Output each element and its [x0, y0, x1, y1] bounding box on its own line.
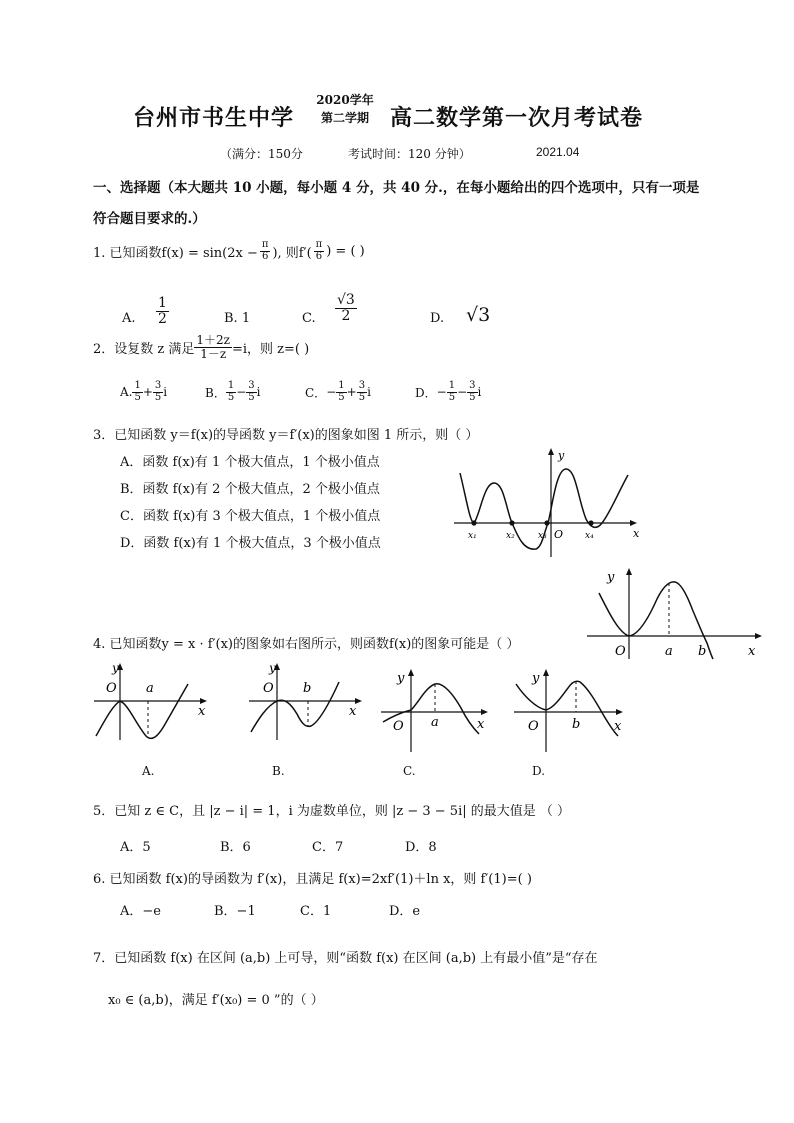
q1-six-2: 6: [315, 250, 323, 262]
q3-x-arrow-icon: [630, 520, 637, 526]
q4-ref-x-label: x: [748, 644, 756, 659]
q6-option-c: C．1: [300, 904, 332, 919]
q3-x3-label: x₃: [538, 531, 547, 541]
q2-stem: [93, 334, 309, 360]
q1-c-den: 2: [341, 307, 351, 324]
q4-ref-origin-label: O: [615, 644, 626, 659]
q2-a-op: +: [142, 385, 153, 399]
q5-option-b: B．6: [220, 840, 251, 855]
q6-option-a: A．−e: [120, 904, 161, 919]
q1-option-d-label: D.: [430, 311, 445, 326]
q3-option-b: B．函数 f(x)有 2 个极大值点，2 个极小值点: [120, 482, 380, 497]
q1-stem: [93, 240, 365, 262]
q2-a-label: A.: [120, 385, 133, 399]
q4-ref-x-arrow-icon: [755, 633, 762, 639]
q4d-x-label: x: [614, 719, 622, 734]
q3-point-x3: [544, 520, 549, 525]
q4c-y-arrow-icon: [408, 669, 414, 676]
q2-c-label: C．: [305, 385, 327, 400]
q4-ref-y-arrow-icon: [626, 568, 632, 575]
q2-option-d: [415, 381, 481, 403]
q4-option-a-graph: [90, 660, 215, 745]
q4c-x-label: x: [477, 717, 485, 732]
q2-b-d1: 5: [227, 391, 235, 403]
q1-option-b: B. 1: [224, 311, 251, 326]
q3-point-x2: [509, 520, 514, 525]
q2-a-i: i: [163, 385, 168, 399]
q4c-origin-label: O: [393, 719, 404, 734]
q4c-mark-label: a: [431, 715, 439, 730]
q4a-origin-label: O: [106, 681, 117, 696]
q2-d-d1: 5: [448, 391, 456, 403]
q1-pi-frac-1: [260, 240, 271, 262]
q3-point-x4: [588, 520, 593, 525]
q5-option-a: A．5: [120, 840, 151, 855]
q4d-x-arrow-icon: [616, 709, 623, 715]
meta-date: 2021.04: [536, 145, 580, 159]
q7-stem-line1: 7．已知函数 f(x) 在区间 (a,b) 上可导，则“函数 f(x) 在区间 (a,b) 上有最小值”是“存在: [93, 951, 598, 966]
q1-option-a-label: A.: [122, 311, 136, 326]
q4c-y-label: y: [397, 671, 405, 686]
q1-c-num: √3: [337, 292, 355, 308]
q2-stem-b: =i，则 z=( ): [231, 341, 310, 357]
q4b-x-label: x: [349, 704, 357, 719]
q1-option-d-value: √3: [466, 304, 491, 326]
q4a-y-label: y: [112, 661, 119, 675]
q2-option-c: [305, 381, 371, 403]
q5-option-c: C．7: [312, 840, 344, 855]
q1-pi-frac-2: [314, 240, 325, 262]
q1-option-c-value: [335, 293, 357, 323]
q3-point-x1: [471, 520, 476, 525]
exam-title: 高二数学第一次月考试卷: [390, 105, 644, 131]
q4-reference-graph: [585, 563, 770, 661]
q4d-y-arrow-icon: [543, 669, 549, 676]
q4-option-b-label: B.: [272, 764, 285, 778]
q3-y-arrow-icon: [548, 448, 554, 455]
q2-frac-num: 1＋2z: [196, 333, 230, 347]
q6-option-d: D．e: [389, 904, 421, 919]
q2-option-b: [205, 381, 260, 403]
q4b-mark-label: b: [303, 681, 312, 696]
q2-b-d2: 5: [248, 391, 255, 403]
q3-x-label: x: [633, 527, 640, 540]
q2-option-a: [120, 381, 167, 403]
q2-b-n2: 3: [248, 380, 255, 391]
q2-d-n1: 1: [448, 380, 456, 391]
q2-b-op: −: [236, 385, 247, 399]
q2-b-i: i: [256, 385, 261, 399]
q4-ref-y-label: y: [607, 570, 615, 585]
q2-d-neg: −: [436, 385, 447, 399]
q2-d-i: i: [477, 385, 482, 399]
q6-stem: 6. 已知函数 f(x)的导函数为 f′(x)，且满足 f(x)=2xf′(1)＋ln x，则 f′(1)=( ): [93, 872, 532, 887]
q2-stem-a: 2．设复数 z 满足: [93, 341, 195, 357]
q1-option-a-value: [156, 296, 169, 326]
q2-d-n2: 3: [469, 380, 476, 391]
q4d-origin-label: O: [528, 719, 539, 734]
q6-option-b: B．−1: [214, 904, 256, 919]
q3-stem: 3．已知函数 y＝f(x)的导函数 y＝f′(x)的图象如图 1 所示，则（ ）: [93, 428, 479, 443]
q2-c-neg: −: [326, 385, 337, 399]
q4a-x-label: x: [198, 704, 206, 719]
q4b-y-label: y: [269, 661, 276, 675]
q4-option-d-label: D.: [532, 764, 546, 778]
q1-pi-2: π: [315, 239, 323, 250]
q3-x4-label: x₄: [585, 531, 594, 541]
q2-a-n2: 3: [154, 380, 162, 391]
q3-option-a: A．函数 f(x)有 1 个极大值点，1 个极小值点: [120, 455, 380, 470]
section-heading-cont: 符合题目要求的.）: [93, 211, 206, 227]
q3-y-label: y: [558, 449, 565, 462]
q1-six: 6: [261, 250, 269, 262]
q2-b-label: B．: [205, 385, 226, 400]
q7-stem-line2: x₀ ∈ (a,b)，满足 f′(x₀) = 0 ”的（ ）: [108, 993, 324, 1008]
school-name: 台州市书生中学: [133, 105, 295, 131]
q2-c-i: i: [367, 385, 371, 399]
q5-stem: 5．已知 z ∈ C，且 |z − i| = 1，i 为虚数单位，则 |z − 3 − 5i| 的最大值是 （ ）: [93, 804, 571, 819]
q2-frac-den: 1－z: [200, 346, 227, 361]
q3-x1-label: x₁: [468, 531, 477, 541]
meta-full-score: （满分：150分: [220, 147, 303, 161]
q1-stem-a: 1. 已知函数f(x) = sin(2x −: [93, 245, 258, 261]
q2-c-d1: 5: [338, 391, 345, 403]
q2-d-label: D．: [415, 385, 437, 400]
q5-option-d: D．8: [405, 840, 437, 855]
q4c-x-arrow-icon: [481, 709, 488, 715]
q1-stem-c: ) = ( ): [326, 243, 365, 259]
q2-b-n1: 1: [227, 380, 235, 391]
q2-a-d2: 5: [154, 391, 162, 403]
q1-option-c-label: C.: [302, 311, 316, 326]
q4-option-c-graph: [377, 662, 495, 757]
q2-c-n1: 1: [338, 380, 345, 391]
q2-d-op: −: [457, 385, 468, 399]
q1-a-num: 1: [158, 295, 167, 311]
q1-a-den: 2: [158, 310, 167, 327]
school-term: 第二学期: [320, 111, 369, 125]
q4b-origin-label: O: [263, 681, 274, 696]
q3-x2-label: x₂: [506, 531, 515, 541]
q4-ref-b-label: b: [698, 644, 707, 659]
q3-option-d: D．函数 f(x)有 1 个极大值点，3 个极小值点: [120, 536, 381, 551]
q2-c-n2: 3: [358, 380, 366, 391]
q3-option-c: C．函数 f(x)有 3 个极大值点，1 个极小值点: [120, 509, 381, 524]
q3-origin-label: O: [554, 528, 564, 541]
q2-c-op: +: [346, 385, 357, 399]
q4-option-b-graph: [245, 660, 370, 745]
q4-option-d-graph: [510, 662, 632, 757]
q4-option-a-label: A.: [142, 764, 155, 778]
q1-stem-b: ), 则f′(: [272, 245, 312, 261]
q4-ref-a-label: a: [665, 644, 673, 659]
q4d-mark-label: b: [572, 717, 581, 732]
q2-c-d2: 5: [358, 391, 366, 403]
q4d-y-label: y: [532, 671, 540, 686]
q2-a-d1: 5: [134, 391, 141, 403]
q2-a-n1: 1: [134, 380, 141, 391]
q4-option-c-label: C.: [403, 764, 416, 778]
school-year: 2020学年: [316, 93, 374, 107]
q2-d-d2: 5: [469, 391, 476, 403]
meta-time: 考试时间：120 分钟）: [348, 147, 471, 161]
q4-stem: 4. 已知函数y = x · f′(x)的图象如右图所示，则函数f(x)的图象可能是（ ）: [93, 637, 520, 652]
section-heading: 一、选择题（本大题共 10 小题，每小题 4 分，共 40 分.，在每小题给出的四个选项中，只有一项是: [93, 180, 700, 196]
q1-pi: π: [261, 239, 269, 250]
q3-derivative-graph: [452, 445, 647, 560]
q4a-mark-label: a: [146, 681, 154, 696]
